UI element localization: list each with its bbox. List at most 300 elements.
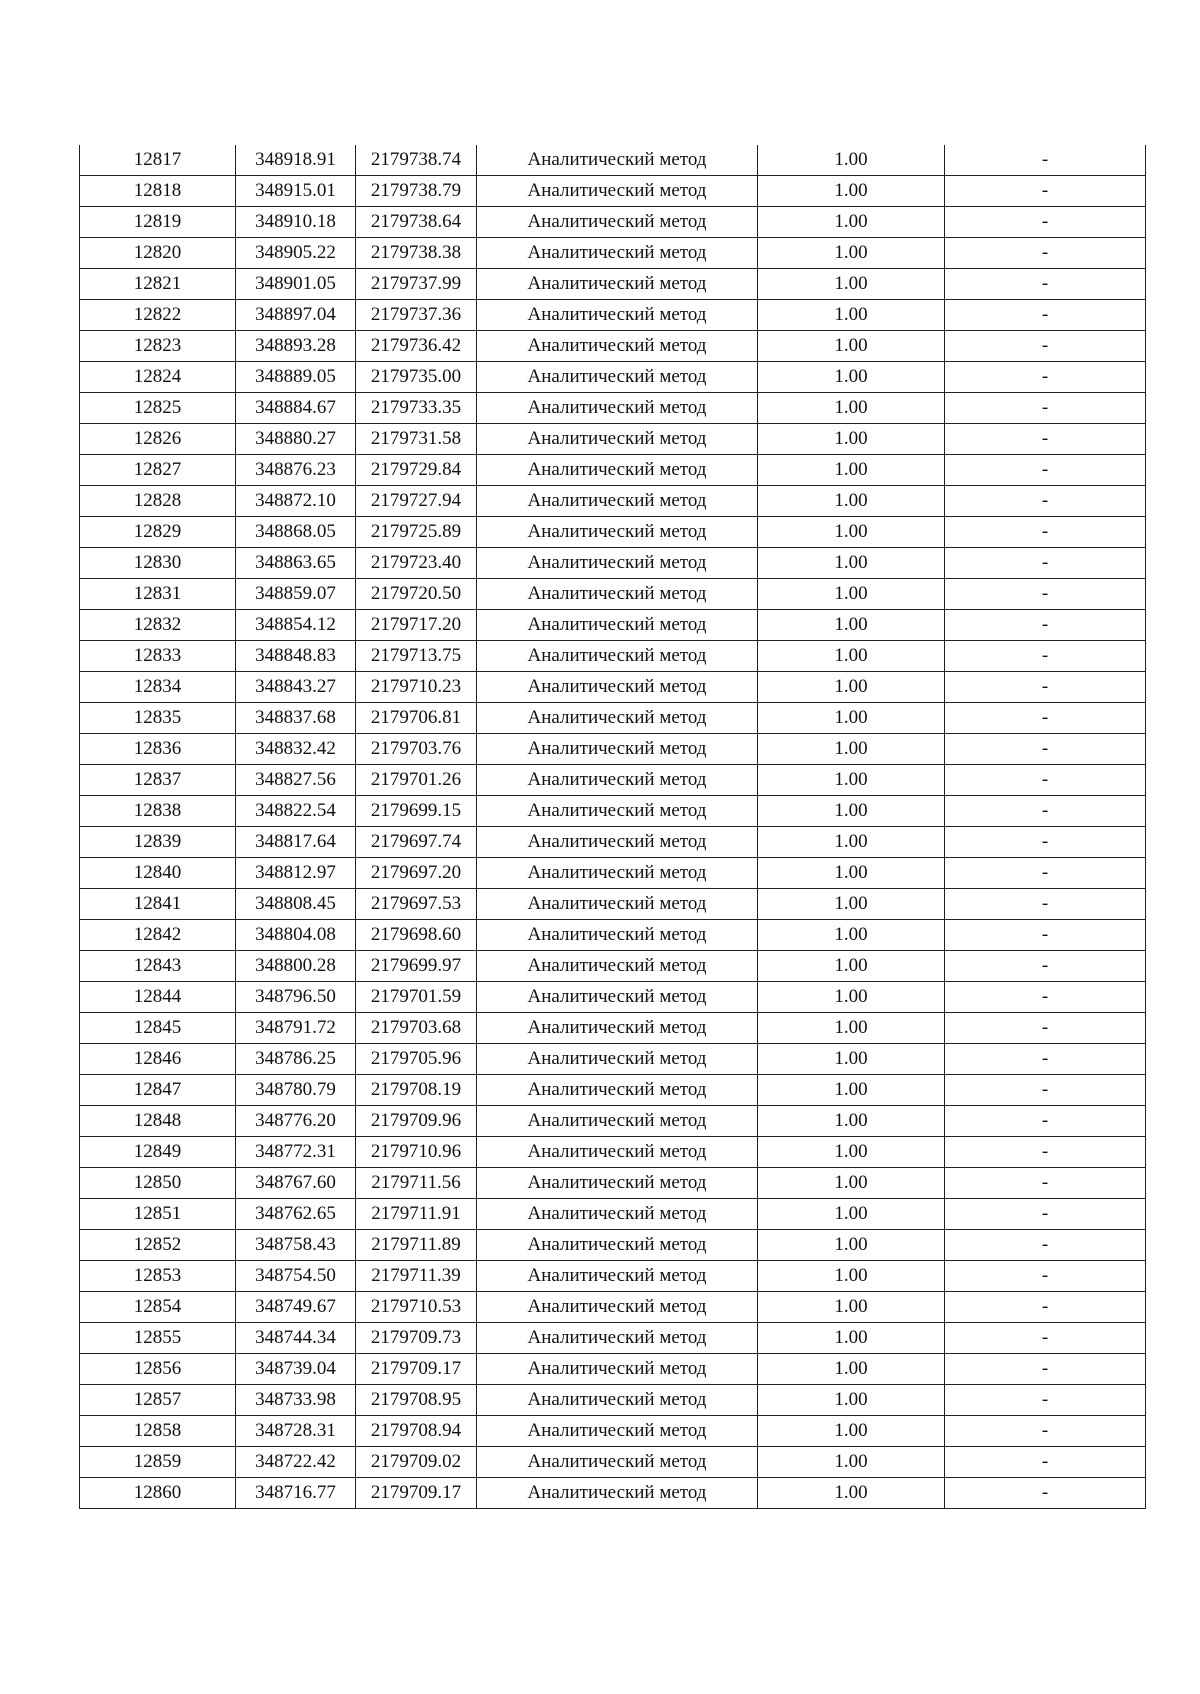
point-number-cell: 12835: [80, 703, 236, 734]
y-coordinate-cell: 2179699.15: [356, 796, 477, 827]
table-row: [80, 1230, 1146, 1261]
point-number-cell: 12829: [80, 517, 236, 548]
x-coordinate-cell: 348772.31: [236, 1137, 356, 1168]
description-cell: -: [945, 176, 1146, 207]
table-row: [80, 269, 1146, 300]
description-cell: -: [945, 641, 1146, 672]
accuracy-cell: 1.00: [758, 1044, 945, 1075]
accuracy-cell: 1.00: [758, 827, 945, 858]
accuracy-cell: 1.00: [758, 610, 945, 641]
description-cell: -: [945, 1354, 1146, 1385]
accuracy-cell: 1.00: [758, 362, 945, 393]
description-cell: -: [945, 517, 1146, 548]
description-cell: -: [945, 238, 1146, 269]
description-cell: -: [945, 796, 1146, 827]
table-row: [80, 734, 1146, 765]
description-cell: -: [945, 579, 1146, 610]
description-cell: -: [945, 362, 1146, 393]
method-cell: Аналитический метод: [477, 579, 758, 610]
method-cell: Аналитический метод: [477, 889, 758, 920]
description-cell: -: [945, 1106, 1146, 1137]
x-coordinate-cell: 348868.05: [236, 517, 356, 548]
accuracy-cell: 1.00: [758, 1075, 945, 1106]
description-cell: -: [945, 1230, 1146, 1261]
accuracy-cell: 1.00: [758, 238, 945, 269]
method-cell: Аналитический метод: [477, 1354, 758, 1385]
table-row: [80, 238, 1146, 269]
y-coordinate-cell: 2179703.76: [356, 734, 477, 765]
y-coordinate-cell: 2179710.53: [356, 1292, 477, 1323]
point-number-cell: 12834: [80, 672, 236, 703]
x-coordinate-cell: 348786.25: [236, 1044, 356, 1075]
coordinates-table: [79, 145, 1146, 1509]
method-cell: Аналитический метод: [477, 641, 758, 672]
description-cell: -: [945, 1478, 1146, 1509]
point-number-cell: 12851: [80, 1199, 236, 1230]
accuracy-cell: 1.00: [758, 858, 945, 889]
y-coordinate-cell: 2179723.40: [356, 548, 477, 579]
y-coordinate-cell: 2179735.00: [356, 362, 477, 393]
accuracy-cell: 1.00: [758, 393, 945, 424]
point-number-cell: 12830: [80, 548, 236, 579]
point-number-cell: 12820: [80, 238, 236, 269]
accuracy-cell: 1.00: [758, 1416, 945, 1447]
point-number-cell: 12822: [80, 300, 236, 331]
accuracy-cell: 1.00: [758, 889, 945, 920]
table-row: [80, 889, 1146, 920]
accuracy-cell: 1.00: [758, 579, 945, 610]
y-coordinate-cell: 2179711.91: [356, 1199, 477, 1230]
accuracy-cell: 1.00: [758, 1385, 945, 1416]
table-row: [80, 1013, 1146, 1044]
accuracy-cell: 1.00: [758, 517, 945, 548]
description-cell: -: [945, 734, 1146, 765]
y-coordinate-cell: 2179729.84: [356, 455, 477, 486]
accuracy-cell: 1.00: [758, 269, 945, 300]
table-row: [80, 517, 1146, 548]
table-row: [80, 331, 1146, 362]
y-coordinate-cell: 2179733.35: [356, 393, 477, 424]
method-cell: Аналитический метод: [477, 517, 758, 548]
point-number-cell: 12823: [80, 331, 236, 362]
description-cell: -: [945, 703, 1146, 734]
point-number-cell: 12832: [80, 610, 236, 641]
x-coordinate-cell: 348733.98: [236, 1385, 356, 1416]
accuracy-cell: 1.00: [758, 1230, 945, 1261]
point-number-cell: 12833: [80, 641, 236, 672]
accuracy-cell: 1.00: [758, 486, 945, 517]
method-cell: Аналитический метод: [477, 1075, 758, 1106]
x-coordinate-cell: 348854.12: [236, 610, 356, 641]
accuracy-cell: 1.00: [758, 145, 945, 176]
point-number-cell: 12848: [80, 1106, 236, 1137]
x-coordinate-cell: 348872.10: [236, 486, 356, 517]
description-cell: -: [945, 207, 1146, 238]
accuracy-cell: 1.00: [758, 951, 945, 982]
x-coordinate-cell: 348722.42: [236, 1447, 356, 1478]
accuracy-cell: 1.00: [758, 1478, 945, 1509]
description-cell: -: [945, 486, 1146, 517]
y-coordinate-cell: 2179709.17: [356, 1354, 477, 1385]
point-number-cell: 12838: [80, 796, 236, 827]
description-cell: -: [945, 393, 1146, 424]
y-coordinate-cell: 2179710.23: [356, 672, 477, 703]
point-number-cell: 12846: [80, 1044, 236, 1075]
point-number-cell: 12828: [80, 486, 236, 517]
description-cell: -: [945, 1323, 1146, 1354]
method-cell: Аналитический метод: [477, 1013, 758, 1044]
description-cell: -: [945, 827, 1146, 858]
accuracy-cell: 1.00: [758, 1323, 945, 1354]
y-coordinate-cell: 2179720.50: [356, 579, 477, 610]
accuracy-cell: 1.00: [758, 796, 945, 827]
y-coordinate-cell: 2179711.39: [356, 1261, 477, 1292]
y-coordinate-cell: 2179709.02: [356, 1447, 477, 1478]
method-cell: Аналитический метод: [477, 1478, 758, 1509]
method-cell: Аналитический метод: [477, 1230, 758, 1261]
table-row: [80, 796, 1146, 827]
x-coordinate-cell: 348800.28: [236, 951, 356, 982]
method-cell: Аналитический метод: [477, 176, 758, 207]
y-coordinate-cell: 2179697.53: [356, 889, 477, 920]
point-number-cell: 12852: [80, 1230, 236, 1261]
y-coordinate-cell: 2179738.64: [356, 207, 477, 238]
point-number-cell: 12856: [80, 1354, 236, 1385]
method-cell: Аналитический метод: [477, 858, 758, 889]
table-row: [80, 1137, 1146, 1168]
point-number-cell: 12839: [80, 827, 236, 858]
accuracy-cell: 1.00: [758, 734, 945, 765]
x-coordinate-cell: 348837.68: [236, 703, 356, 734]
description-cell: -: [945, 455, 1146, 486]
description-cell: -: [945, 765, 1146, 796]
description-cell: -: [945, 1137, 1146, 1168]
x-coordinate-cell: 348863.65: [236, 548, 356, 579]
description-cell: -: [945, 1199, 1146, 1230]
method-cell: Аналитический метод: [477, 1106, 758, 1137]
accuracy-cell: 1.00: [758, 1168, 945, 1199]
accuracy-cell: 1.00: [758, 1292, 945, 1323]
table-row: [80, 176, 1146, 207]
table-row: [80, 641, 1146, 672]
y-coordinate-cell: 2179701.26: [356, 765, 477, 796]
y-coordinate-cell: 2179738.74: [356, 145, 477, 176]
accuracy-cell: 1.00: [758, 982, 945, 1013]
method-cell: Аналитический метод: [477, 548, 758, 579]
x-coordinate-cell: 348776.20: [236, 1106, 356, 1137]
method-cell: Аналитический метод: [477, 765, 758, 796]
description-cell: -: [945, 1044, 1146, 1075]
accuracy-cell: 1.00: [758, 1199, 945, 1230]
table-row: [80, 1199, 1146, 1230]
y-coordinate-cell: 2179711.56: [356, 1168, 477, 1199]
description-cell: -: [945, 1447, 1146, 1478]
description-cell: -: [945, 1168, 1146, 1199]
table-row: [80, 1292, 1146, 1323]
table-row: [80, 982, 1146, 1013]
table-row: [80, 362, 1146, 393]
x-coordinate-cell: 348744.34: [236, 1323, 356, 1354]
y-coordinate-cell: 2179699.97: [356, 951, 477, 982]
table-row: [80, 1261, 1146, 1292]
y-coordinate-cell: 2179706.81: [356, 703, 477, 734]
x-coordinate-cell: 348910.18: [236, 207, 356, 238]
table-row: [80, 1323, 1146, 1354]
method-cell: Аналитический метод: [477, 796, 758, 827]
point-number-cell: 12825: [80, 393, 236, 424]
x-coordinate-cell: 348808.45: [236, 889, 356, 920]
point-number-cell: 12853: [80, 1261, 236, 1292]
table-row: [80, 610, 1146, 641]
accuracy-cell: 1.00: [758, 1106, 945, 1137]
point-number-cell: 12836: [80, 734, 236, 765]
method-cell: Аналитический метод: [477, 982, 758, 1013]
method-cell: Аналитический метод: [477, 207, 758, 238]
accuracy-cell: 1.00: [758, 1354, 945, 1385]
y-coordinate-cell: 2179698.60: [356, 920, 477, 951]
method-cell: Аналитический метод: [477, 1168, 758, 1199]
x-coordinate-cell: 348880.27: [236, 424, 356, 455]
point-number-cell: 12844: [80, 982, 236, 1013]
x-coordinate-cell: 348918.91: [236, 145, 356, 176]
description-cell: -: [945, 548, 1146, 579]
method-cell: Аналитический метод: [477, 455, 758, 486]
table-body: [80, 145, 1146, 1509]
description-cell: -: [945, 424, 1146, 455]
method-cell: Аналитический метод: [477, 1323, 758, 1354]
description-cell: -: [945, 1416, 1146, 1447]
accuracy-cell: 1.00: [758, 672, 945, 703]
method-cell: Аналитический метод: [477, 1292, 758, 1323]
x-coordinate-cell: 348889.05: [236, 362, 356, 393]
method-cell: Аналитический метод: [477, 362, 758, 393]
table-row: [80, 672, 1146, 703]
y-coordinate-cell: 2179708.19: [356, 1075, 477, 1106]
description-cell: -: [945, 858, 1146, 889]
method-cell: Аналитический метод: [477, 1137, 758, 1168]
y-coordinate-cell: 2179710.96: [356, 1137, 477, 1168]
point-number-cell: 12826: [80, 424, 236, 455]
table-row: [80, 1447, 1146, 1478]
x-coordinate-cell: 348804.08: [236, 920, 356, 951]
method-cell: Аналитический метод: [477, 1044, 758, 1075]
x-coordinate-cell: 348796.50: [236, 982, 356, 1013]
accuracy-cell: 1.00: [758, 641, 945, 672]
x-coordinate-cell: 348822.54: [236, 796, 356, 827]
table-row: [80, 300, 1146, 331]
point-number-cell: 12859: [80, 1447, 236, 1478]
table-row: [80, 1044, 1146, 1075]
x-coordinate-cell: 348848.83: [236, 641, 356, 672]
point-number-cell: 12821: [80, 269, 236, 300]
accuracy-cell: 1.00: [758, 176, 945, 207]
method-cell: Аналитический метод: [477, 486, 758, 517]
description-cell: -: [945, 1385, 1146, 1416]
table-row: [80, 1075, 1146, 1106]
method-cell: Аналитический метод: [477, 951, 758, 982]
x-coordinate-cell: 348884.67: [236, 393, 356, 424]
point-number-cell: 12827: [80, 455, 236, 486]
table-row: [80, 1385, 1146, 1416]
point-number-cell: 12842: [80, 920, 236, 951]
table-row: [80, 1354, 1146, 1385]
y-coordinate-cell: 2179711.89: [356, 1230, 477, 1261]
method-cell: Аналитический метод: [477, 269, 758, 300]
x-coordinate-cell: 348749.67: [236, 1292, 356, 1323]
y-coordinate-cell: 2179731.58: [356, 424, 477, 455]
table-row: [80, 207, 1146, 238]
accuracy-cell: 1.00: [758, 455, 945, 486]
x-coordinate-cell: 348832.42: [236, 734, 356, 765]
method-cell: Аналитический метод: [477, 672, 758, 703]
table-row: [80, 579, 1146, 610]
table-row: [80, 393, 1146, 424]
accuracy-cell: 1.00: [758, 1447, 945, 1478]
y-coordinate-cell: 2179708.95: [356, 1385, 477, 1416]
x-coordinate-cell: 348876.23: [236, 455, 356, 486]
y-coordinate-cell: 2179709.73: [356, 1323, 477, 1354]
table-row: [80, 486, 1146, 517]
description-cell: -: [945, 269, 1146, 300]
y-coordinate-cell: 2179697.74: [356, 827, 477, 858]
method-cell: Аналитический метод: [477, 1385, 758, 1416]
y-coordinate-cell: 2179701.59: [356, 982, 477, 1013]
point-number-cell: 12817: [80, 145, 236, 176]
method-cell: Аналитический метод: [477, 610, 758, 641]
x-coordinate-cell: 348905.22: [236, 238, 356, 269]
description-cell: -: [945, 920, 1146, 951]
point-number-cell: 12819: [80, 207, 236, 238]
accuracy-cell: 1.00: [758, 1261, 945, 1292]
description-cell: -: [945, 300, 1146, 331]
x-coordinate-cell: 348827.56: [236, 765, 356, 796]
table-row: [80, 951, 1146, 982]
x-coordinate-cell: 348893.28: [236, 331, 356, 362]
x-coordinate-cell: 348791.72: [236, 1013, 356, 1044]
y-coordinate-cell: 2179717.20: [356, 610, 477, 641]
accuracy-cell: 1.00: [758, 424, 945, 455]
description-cell: -: [945, 1013, 1146, 1044]
table-row: [80, 1168, 1146, 1199]
accuracy-cell: 1.00: [758, 1137, 945, 1168]
y-coordinate-cell: 2179703.68: [356, 1013, 477, 1044]
table-row: [80, 827, 1146, 858]
y-coordinate-cell: 2179727.94: [356, 486, 477, 517]
description-cell: -: [945, 145, 1146, 176]
point-number-cell: 12850: [80, 1168, 236, 1199]
table-row: [80, 548, 1146, 579]
accuracy-cell: 1.00: [758, 703, 945, 734]
point-number-cell: 12818: [80, 176, 236, 207]
point-number-cell: 12847: [80, 1075, 236, 1106]
description-cell: -: [945, 331, 1146, 362]
method-cell: Аналитический метод: [477, 393, 758, 424]
description-cell: -: [945, 610, 1146, 641]
x-coordinate-cell: 348728.31: [236, 1416, 356, 1447]
description-cell: -: [945, 951, 1146, 982]
point-number-cell: 12854: [80, 1292, 236, 1323]
method-cell: Аналитический метод: [477, 424, 758, 455]
table-row: [80, 920, 1146, 951]
y-coordinate-cell: 2179736.42: [356, 331, 477, 362]
y-coordinate-cell: 2179713.75: [356, 641, 477, 672]
y-coordinate-cell: 2179709.96: [356, 1106, 477, 1137]
y-coordinate-cell: 2179708.94: [356, 1416, 477, 1447]
method-cell: Аналитический метод: [477, 920, 758, 951]
point-number-cell: 12845: [80, 1013, 236, 1044]
y-coordinate-cell: 2179697.20: [356, 858, 477, 889]
y-coordinate-cell: 2179737.36: [356, 300, 477, 331]
table-row: [80, 424, 1146, 455]
method-cell: Аналитический метод: [477, 1447, 758, 1478]
method-cell: Аналитический метод: [477, 734, 758, 765]
point-number-cell: 12824: [80, 362, 236, 393]
x-coordinate-cell: 348758.43: [236, 1230, 356, 1261]
x-coordinate-cell: 348843.27: [236, 672, 356, 703]
point-number-cell: 12855: [80, 1323, 236, 1354]
accuracy-cell: 1.00: [758, 1013, 945, 1044]
table-row: [80, 765, 1146, 796]
table-row: [80, 858, 1146, 889]
table-row: [80, 703, 1146, 734]
accuracy-cell: 1.00: [758, 331, 945, 362]
y-coordinate-cell: 2179705.96: [356, 1044, 477, 1075]
accuracy-cell: 1.00: [758, 207, 945, 238]
method-cell: Аналитический метод: [477, 300, 758, 331]
method-cell: Аналитический метод: [477, 1416, 758, 1447]
x-coordinate-cell: 348897.04: [236, 300, 356, 331]
method-cell: Аналитический метод: [477, 703, 758, 734]
description-cell: -: [945, 1075, 1146, 1106]
x-coordinate-cell: 348817.64: [236, 827, 356, 858]
method-cell: Аналитический метод: [477, 827, 758, 858]
x-coordinate-cell: 348780.79: [236, 1075, 356, 1106]
x-coordinate-cell: 348915.01: [236, 176, 356, 207]
table-row: [80, 455, 1146, 486]
point-number-cell: 12843: [80, 951, 236, 982]
x-coordinate-cell: 348716.77: [236, 1478, 356, 1509]
description-cell: -: [945, 672, 1146, 703]
description-cell: -: [945, 982, 1146, 1013]
table-row: [80, 1478, 1146, 1509]
y-coordinate-cell: 2179725.89: [356, 517, 477, 548]
table-row: [80, 1106, 1146, 1137]
x-coordinate-cell: 348812.97: [236, 858, 356, 889]
accuracy-cell: 1.00: [758, 548, 945, 579]
accuracy-cell: 1.00: [758, 300, 945, 331]
point-number-cell: 12841: [80, 889, 236, 920]
x-coordinate-cell: 348767.60: [236, 1168, 356, 1199]
method-cell: Аналитический метод: [477, 145, 758, 176]
y-coordinate-cell: 2179709.17: [356, 1478, 477, 1509]
x-coordinate-cell: 348762.65: [236, 1199, 356, 1230]
accuracy-cell: 1.00: [758, 920, 945, 951]
point-number-cell: 12857: [80, 1385, 236, 1416]
x-coordinate-cell: 348739.04: [236, 1354, 356, 1385]
point-number-cell: 12837: [80, 765, 236, 796]
method-cell: Аналитический метод: [477, 1261, 758, 1292]
method-cell: Аналитический метод: [477, 331, 758, 362]
y-coordinate-cell: 2179738.79: [356, 176, 477, 207]
description-cell: -: [945, 1261, 1146, 1292]
table-row: [80, 1416, 1146, 1447]
point-number-cell: 12860: [80, 1478, 236, 1509]
y-coordinate-cell: 2179737.99: [356, 269, 477, 300]
point-number-cell: 12840: [80, 858, 236, 889]
x-coordinate-cell: 348754.50: [236, 1261, 356, 1292]
point-number-cell: 12858: [80, 1416, 236, 1447]
x-coordinate-cell: 348859.07: [236, 579, 356, 610]
